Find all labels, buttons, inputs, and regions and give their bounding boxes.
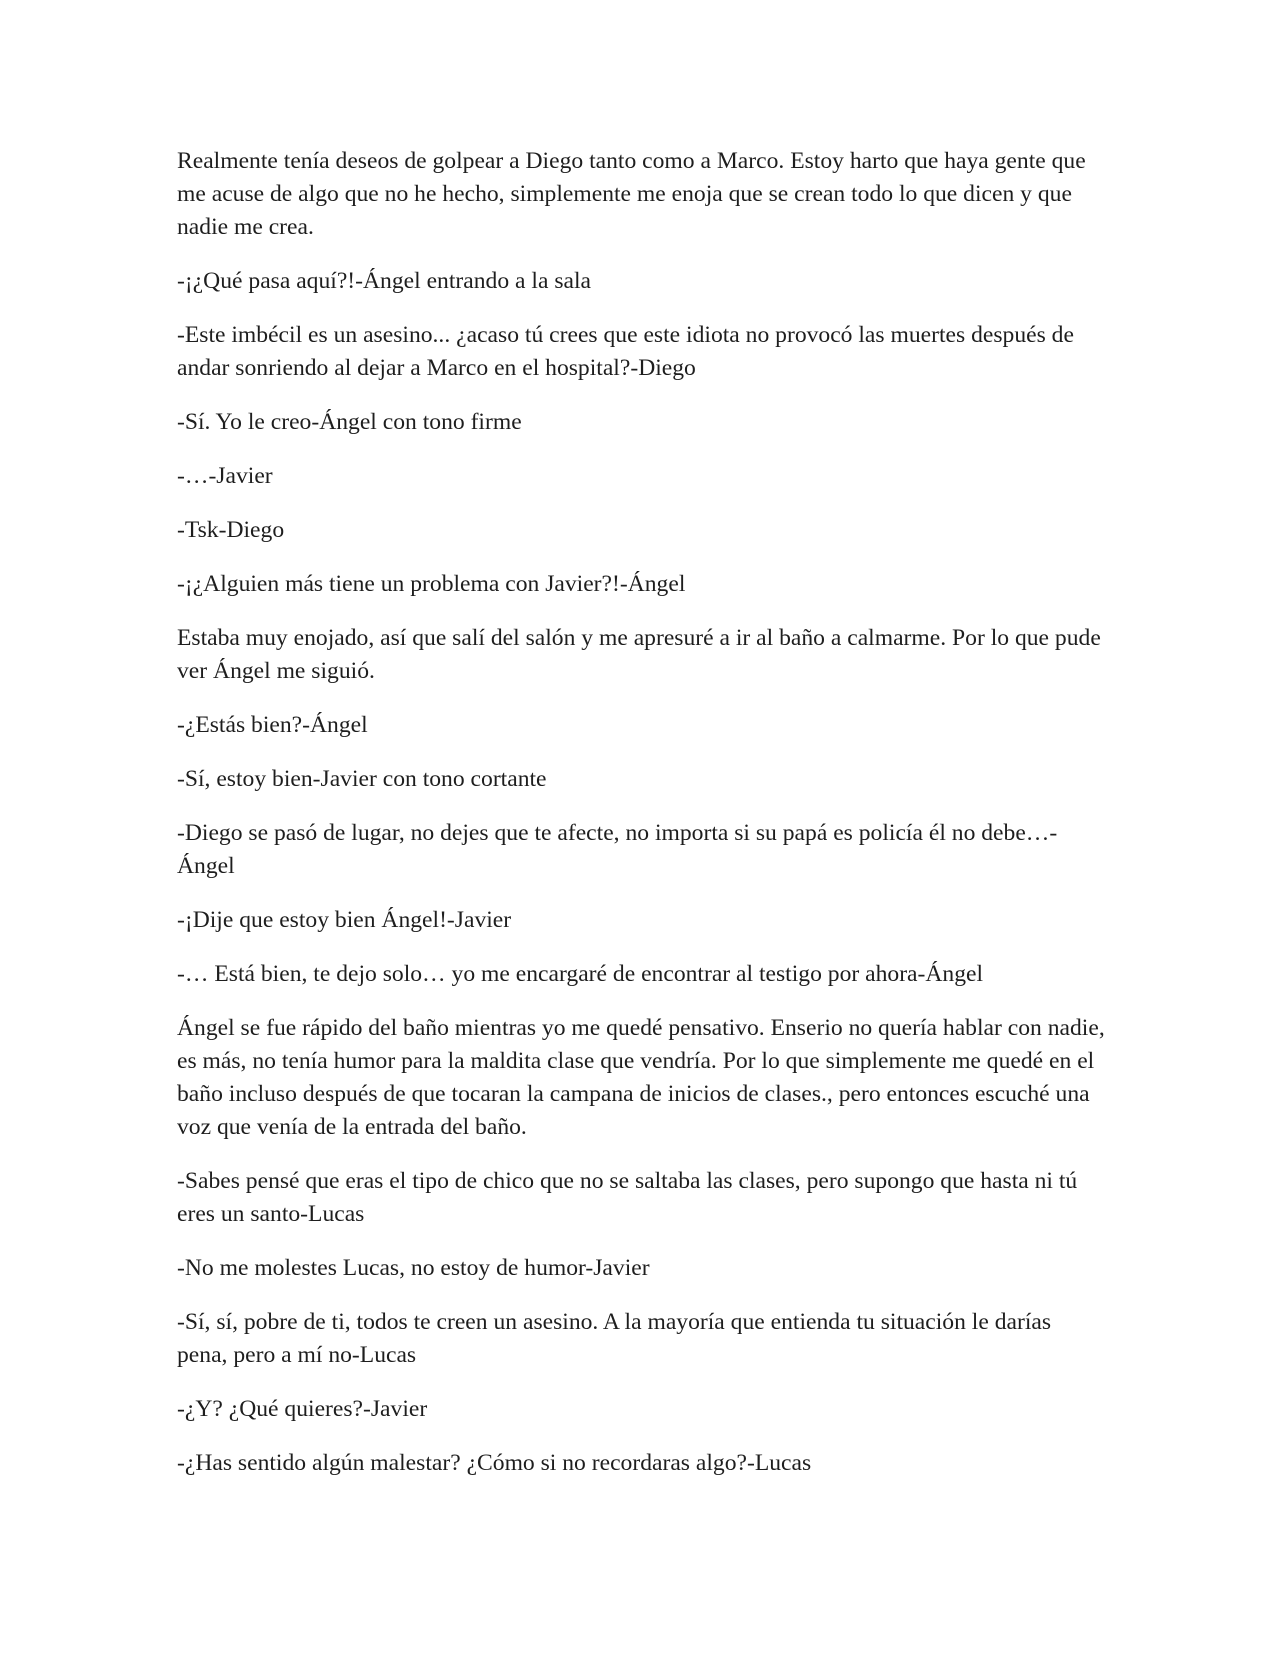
paragraph-4: -Sí. Yo le creo-Ángel con tono firme — [177, 409, 522, 435]
paragraph-2: -¡¿Qué pasa aquí?!-Ángel entrando a la sala — [177, 268, 591, 294]
paragraph-15: -Sabes pensé que eras el tipo de chico que no se saltaba las clases, pero supongo que hasta ni tú eres un santo-Lucas — [177, 1168, 1078, 1227]
paragraph-18: -¿Y? ¿Qué quieres?-Javier — [177, 1396, 428, 1422]
paragraph-1: Realmente tenía deseos de golpear a Diego tanto como a Marco. Estoy harto que haya gente que me acuse de algo que no he hecho, simplemente me enoja que se crean todo lo que dicen y que nadie me crea. — [177, 148, 1086, 240]
document-body — [177, 145, 1107, 1501]
paragraph-11: -Diego se pasó de lugar, no dejes que te afecte, no importa si su papá es policía él no debe…-Ángel — [177, 820, 1058, 879]
paragraph-14: Ángel se fue rápido del baño mientras yo me quedé pensativo. Enserio no quería hablar con nadie, es más, no tenía humor para la maldita clase que vendría. Por lo que simplemente me quedé en el baño incluso después de que tocaran la campana de inicios de clases., pero entonces escuché una voz que venía de la entrada del baño. — [177, 1015, 1105, 1140]
paragraph-6: -Tsk-Diego — [177, 517, 285, 543]
paragraph-8: Estaba muy enojado, así que salí del salón y me apresuré a ir al baño a calmarme. Por lo que pude ver Ángel me siguió. — [177, 625, 1101, 684]
paragraph-19: -¿Has sentido algún malestar? ¿Cómo si no recordaras algo?-Lucas — [177, 1450, 812, 1476]
paragraph-3: -Este imbécil es un asesino... ¿acaso tú crees que este idiota no provocó las muertes después de andar sonriendo al dejar a Marco en el hospital?-Diego — [177, 322, 1074, 381]
paragraph-16: -No me molestes Lucas, no estoy de humor-Javier — [177, 1255, 650, 1281]
paragraph-10: -Sí, estoy bien-Javier con tono cortante — [177, 766, 547, 792]
paragraph-5: -…-Javier — [177, 463, 273, 489]
paragraph-12: -¡Dije que estoy bien Ángel!-Javier — [177, 907, 512, 933]
paragraph-17: -Sí, sí, pobre de ti, todos te creen un asesino. A la mayoría que entienda tu situación le darías pena, pero a mí no-Lucas — [177, 1309, 1052, 1368]
paragraph-9: -¿Estás bien?-Ángel — [177, 712, 368, 738]
paragraph-13: -… Está bien, te dejo solo… yo me encargaré de encontrar al testigo por ahora-Ángel — [177, 961, 984, 987]
paragraph-7: -¡¿Alguien más tiene un problema con Javier?!-Ángel — [177, 571, 686, 597]
